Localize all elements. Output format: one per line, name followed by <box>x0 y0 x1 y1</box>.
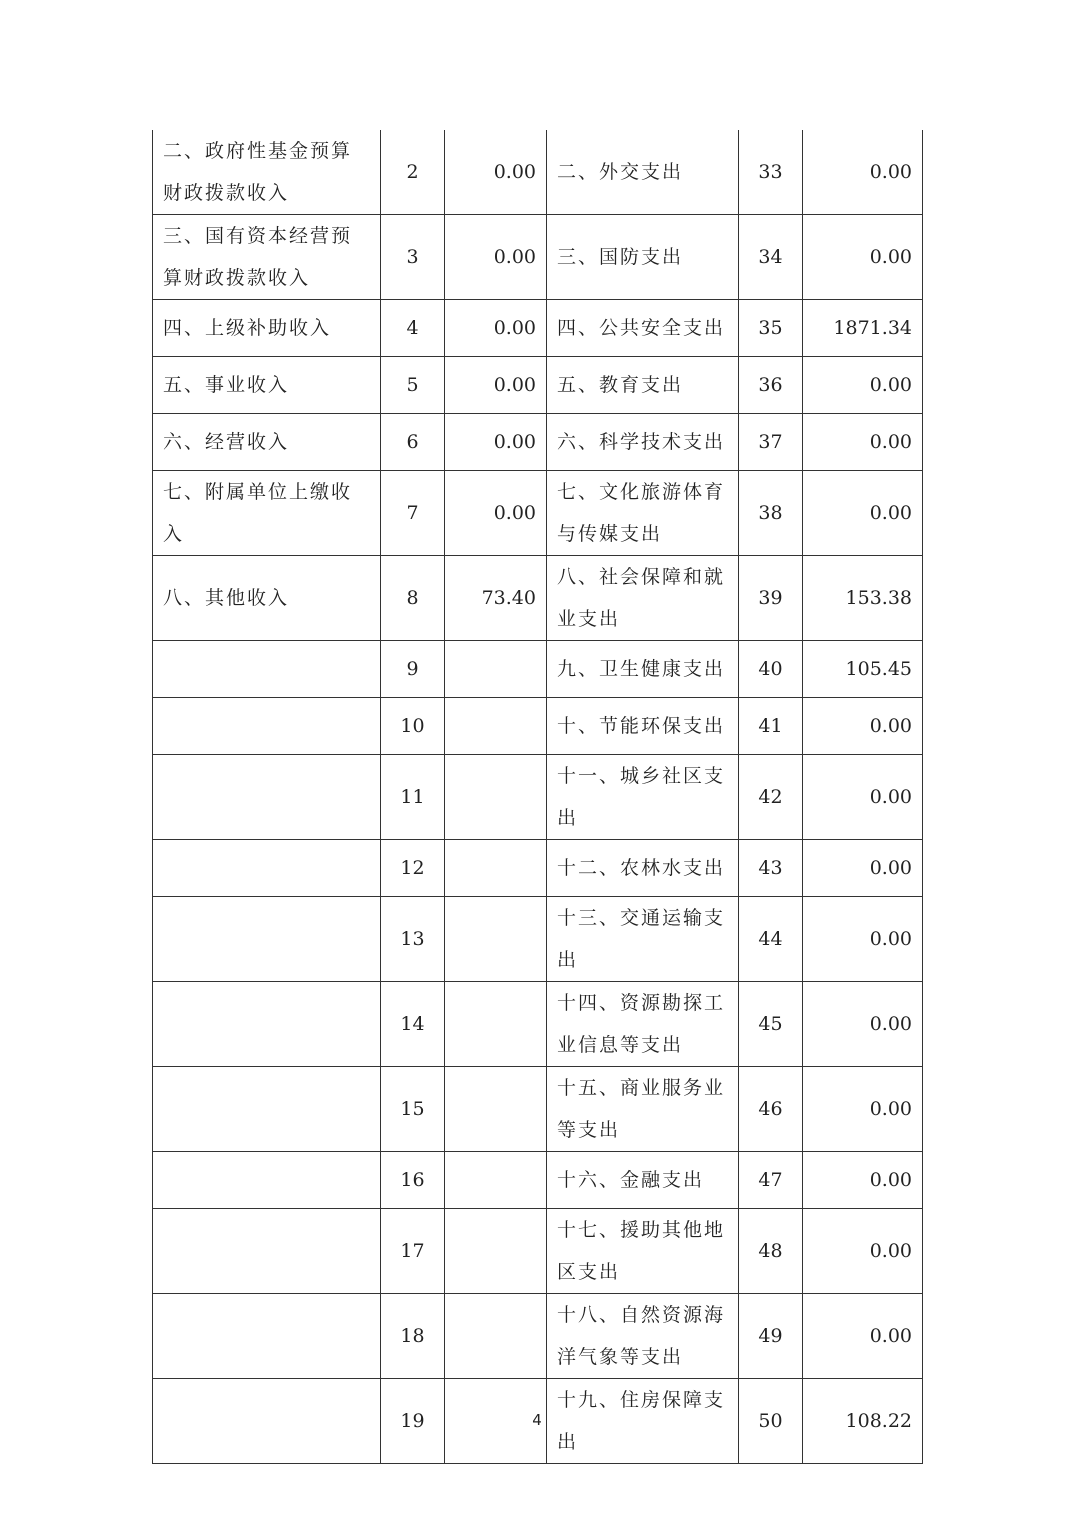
expense-line-number: 40 <box>739 641 803 698</box>
expense-item: 十三、交通运输支出 <box>547 897 739 982</box>
income-line-number: 8 <box>381 556 445 641</box>
table-row <box>153 982 923 1067</box>
expense-line-number: 39 <box>739 556 803 641</box>
income-line-number: 13 <box>381 897 445 982</box>
expense-line-number: 36 <box>739 357 803 414</box>
expense-line-number: 34 <box>739 215 803 300</box>
expense-item: 八、社会保障和就业支出 <box>547 556 739 641</box>
expense-line-number: 35 <box>739 300 803 357</box>
income-item <box>153 641 381 698</box>
income-item: 四、上级补助收入 <box>153 300 381 357</box>
income-item: 七、附属单位上缴收入 <box>153 471 381 556</box>
expense-item: 十七、援助其他地区支出 <box>547 1209 739 1294</box>
expense-item: 十六、金融支出 <box>547 1152 739 1209</box>
income-line-number: 4 <box>381 300 445 357</box>
expense-amount: 0.00 <box>803 840 923 897</box>
income-amount: 0.00 <box>445 471 547 556</box>
income-item <box>153 698 381 755</box>
income-line-number: 7 <box>381 471 445 556</box>
budget-table <box>152 130 923 1464</box>
expense-item: 三、国防支出 <box>547 215 739 300</box>
expense-line-number: 43 <box>739 840 803 897</box>
income-amount: 0.00 <box>445 130 547 215</box>
table-row <box>153 471 923 556</box>
expense-line-number: 46 <box>739 1067 803 1152</box>
expense-amount: 0.00 <box>803 215 923 300</box>
income-item: 六、经营收入 <box>153 414 381 471</box>
income-item <box>153 1067 381 1152</box>
expense-amount: 0.00 <box>803 982 923 1067</box>
income-amount <box>445 982 547 1067</box>
income-item <box>153 982 381 1067</box>
income-amount <box>445 897 547 982</box>
income-line-number: 9 <box>381 641 445 698</box>
expense-amount: 0.00 <box>803 755 923 840</box>
table-row <box>153 755 923 840</box>
income-amount <box>445 1067 547 1152</box>
expense-line-number: 49 <box>739 1294 803 1379</box>
income-line-number: 11 <box>381 755 445 840</box>
expense-amount: 0.00 <box>803 414 923 471</box>
table-row <box>153 1209 923 1294</box>
expense-amount: 1871.34 <box>803 300 923 357</box>
income-line-number: 3 <box>381 215 445 300</box>
expense-line-number: 45 <box>739 982 803 1067</box>
income-item <box>153 1294 381 1379</box>
income-item: 五、事业收入 <box>153 357 381 414</box>
expense-amount: 0.00 <box>803 130 923 215</box>
expense-amount: 0.00 <box>803 1209 923 1294</box>
income-amount <box>445 840 547 897</box>
income-amount <box>445 698 547 755</box>
expense-item: 四、公共安全支出 <box>547 300 739 357</box>
expense-line-number: 48 <box>739 1209 803 1294</box>
income-line-number: 6 <box>381 414 445 471</box>
expense-line-number: 50 <box>739 1379 803 1464</box>
income-amount: 73.40 <box>445 556 547 641</box>
expense-line-number: 37 <box>739 414 803 471</box>
income-item: 三、国有资本经营预算财政拨款收入 <box>153 215 381 300</box>
income-amount: 0.00 <box>445 300 547 357</box>
expense-amount: 0.00 <box>803 897 923 982</box>
expense-item: 六、科学技术支出 <box>547 414 739 471</box>
table-row <box>153 300 923 357</box>
expense-item: 十四、资源勘探工业信息等支出 <box>547 982 739 1067</box>
table-row <box>153 556 923 641</box>
income-amount: 0.00 <box>445 215 547 300</box>
income-item <box>153 1209 381 1294</box>
income-line-number: 15 <box>381 1067 445 1152</box>
income-line-number: 18 <box>381 1294 445 1379</box>
table-row <box>153 215 923 300</box>
table-row <box>153 1294 923 1379</box>
expense-item: 十、节能环保支出 <box>547 698 739 755</box>
expense-amount: 0.00 <box>803 471 923 556</box>
table-row <box>153 414 923 471</box>
income-amount <box>445 1294 547 1379</box>
expense-line-number: 41 <box>739 698 803 755</box>
table-row <box>153 1067 923 1152</box>
expense-item: 五、教育支出 <box>547 357 739 414</box>
expense-amount: 108.22 <box>803 1379 923 1464</box>
expense-amount: 105.45 <box>803 641 923 698</box>
table-row <box>153 357 923 414</box>
income-line-number: 17 <box>381 1209 445 1294</box>
expense-item: 十一、城乡社区支出 <box>547 755 739 840</box>
table-row <box>153 641 923 698</box>
expense-line-number: 33 <box>739 130 803 215</box>
income-line-number: 16 <box>381 1152 445 1209</box>
income-amount <box>445 1209 547 1294</box>
expense-item: 十二、农林水支出 <box>547 840 739 897</box>
income-item <box>153 840 381 897</box>
income-item <box>153 897 381 982</box>
income-line-number: 2 <box>381 130 445 215</box>
expense-item: 二、外交支出 <box>547 130 739 215</box>
expense-amount: 153.38 <box>803 556 923 641</box>
expense-amount: 0.00 <box>803 1152 923 1209</box>
income-item <box>153 1152 381 1209</box>
expense-amount: 0.00 <box>803 698 923 755</box>
expense-amount: 0.00 <box>803 357 923 414</box>
income-amount <box>445 1152 547 1209</box>
expense-item: 十五、商业服务业等支出 <box>547 1067 739 1152</box>
income-line-number: 19 <box>381 1379 445 1464</box>
income-amount: 0.00 <box>445 414 547 471</box>
income-line-number: 12 <box>381 840 445 897</box>
income-item: 二、政府性基金预算财政拨款收入 <box>153 130 381 215</box>
table-row <box>153 130 923 215</box>
income-amount: 0.00 <box>445 357 547 414</box>
income-amount <box>445 641 547 698</box>
table-row <box>153 698 923 755</box>
expense-line-number: 42 <box>739 755 803 840</box>
income-item: 八、其他收入 <box>153 556 381 641</box>
expense-line-number: 47 <box>739 1152 803 1209</box>
table-row <box>153 897 923 982</box>
expense-item: 九、卫生健康支出 <box>547 641 739 698</box>
income-line-number: 5 <box>381 357 445 414</box>
page-number: 4 <box>532 1411 542 1429</box>
expense-item: 十八、自然资源海洋气象等支出 <box>547 1294 739 1379</box>
expense-item: 十九、住房保障支出 <box>547 1379 739 1464</box>
income-item <box>153 755 381 840</box>
expense-amount: 0.00 <box>803 1294 923 1379</box>
expense-line-number: 38 <box>739 471 803 556</box>
expense-amount: 0.00 <box>803 1067 923 1152</box>
income-line-number: 10 <box>381 698 445 755</box>
expense-item: 七、文化旅游体育与传媒支出 <box>547 471 739 556</box>
income-line-number: 14 <box>381 982 445 1067</box>
table-row <box>153 1152 923 1209</box>
income-amount <box>445 755 547 840</box>
table-row <box>153 840 923 897</box>
expense-line-number: 44 <box>739 897 803 982</box>
